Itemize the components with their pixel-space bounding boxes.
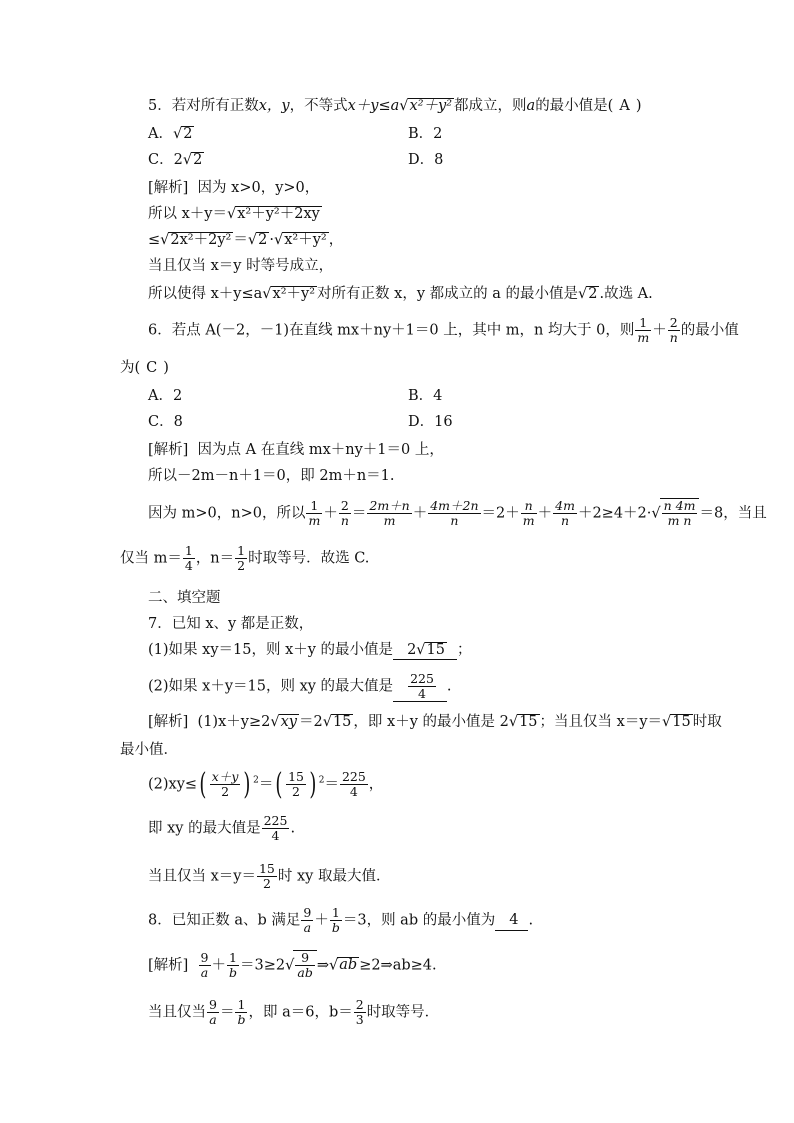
sqrt-symbol: √ [651,505,661,522]
q8-answer: 4 [495,912,528,930]
fraction [428,499,480,528]
q8-stem-text-2: ＋ [314,912,329,929]
numerator: 2m＋n [369,498,410,513]
q5-vars: x，y [258,98,290,114]
radicand: 2 [258,232,268,248]
solution-text: ＝ [219,1004,235,1021]
solution-tag: [解析] [148,442,189,458]
solution-text: (1)x＋y≥2 [197,714,271,730]
denominator: b [331,919,340,935]
sqrt-symbol: √ [399,98,409,114]
q6-solution-line-4 [120,544,369,573]
numerator: n 4m [663,498,696,513]
fraction [553,499,577,528]
solution-text: 即 xy 的最大值是 [148,820,261,837]
radicand: x²＋y² [409,98,453,114]
section-title: 二、填空题 [148,590,221,606]
sqrt-symbol: √ [270,714,280,730]
sqrt-symbol: √ [322,714,332,730]
denominator: n [450,512,459,528]
q5-stem-text-2: ，不等式 [289,98,348,114]
radicand: 15 [332,714,352,730]
bracket-right: ) [309,766,317,802]
denominator: a [303,919,312,935]
q5-solution-line-5 [148,286,653,303]
numerator: x＋y [211,769,239,784]
fraction [210,770,241,799]
solution-tag: [解析] [148,714,189,730]
radicand: xy [280,714,297,730]
sqrt-symbol: √ [182,152,193,168]
paren-close: ) [163,360,169,376]
bracket-left: ( [199,766,207,802]
q7-part-2-answer [393,672,447,702]
q8-stem-text-3: ＝3，则 ab 的最小值为 [342,912,496,929]
fraction [367,499,411,528]
fraction [295,951,314,980]
q7-solution-line-2: 最小值． [120,742,178,758]
radicand: 15 [519,714,538,730]
q5-option-c [148,152,204,169]
radicand: x²＋y²＋2xy [237,206,320,222]
radicand: x²＋y² [284,232,327,248]
q6-option-a: A．2 [148,388,183,404]
solution-tag: [解析] [148,180,189,196]
solution-text: ＝2 [298,714,323,730]
denominator: 3 [355,1011,364,1027]
denominator: 2 [292,783,300,799]
sqrt-symbol: √ [416,642,426,658]
numerator: 4m [555,498,575,513]
q5-solution-line-2 [148,206,322,223]
q5-stem-text: 5．若对所有正数 [148,98,259,114]
bracket-right: ) [243,766,251,802]
numerator: 4m＋2n [430,498,479,513]
q5-option-b: B．2 [408,126,443,142]
q6-option-d: D．16 [408,414,453,430]
radicand: 2 [588,286,598,302]
q6-stem-text-3: 为( [120,360,141,376]
fraction [301,906,313,935]
solution-text: ≤ [148,232,161,248]
q6-stem-text: 6．若点 A(－2，－1)在直线 mx＋ny＋1＝0 上，其中 m，n 均大于 0，则 [148,322,635,339]
radicand: 2x²＋2y² [170,232,232,248]
numerator: 2 [355,997,364,1012]
fraction [262,814,290,843]
solution-text: ＋ [412,505,428,522]
answer-text: 2 [407,642,417,658]
q5-stem [148,98,642,115]
sqrt-symbol: √ [226,206,237,222]
q6-answer: C [146,360,158,376]
sqrt-symbol: √ [285,957,295,974]
sqrt-symbol: √ [508,714,519,730]
q5-solution-line-1 [148,180,319,197]
solution-text: ＝ [233,232,248,248]
q7-part-1-answer [393,642,457,660]
solution-text: ＋ [211,957,226,974]
numerator: 1 [227,951,239,966]
numerator: 9 [200,950,209,965]
numerator: 1 [184,543,193,558]
bracket-left: ( [275,766,283,802]
fraction [207,998,219,1027]
q5-stem-text-4: 的最小值是( [535,98,614,114]
solution-text: ＋ [537,505,553,522]
q7-part-1-text: (1)如果 xy＝15，则 x＋y 的最小值是 [148,642,394,658]
solution-text: ＝ [324,776,339,793]
solution-text: ＝ [351,505,367,522]
q6-stem-line-2 [120,360,169,377]
sqrt-symbol: √ [273,232,284,248]
solution-text: ， [328,232,344,248]
denominator: 2 [237,557,246,573]
q6-solution-line-3 [148,498,767,528]
fraction [235,544,247,573]
q7-solution-line-4 [148,814,295,843]
radicand: 2 [193,152,203,168]
radicand: ab [339,957,358,974]
fraction [306,499,322,528]
numerator: 225 [341,769,366,784]
numerator: n [521,499,537,514]
solution-text: ＋2≥4＋2· [577,505,652,522]
paren-close: ) [635,98,642,114]
q5-solution-line-4: 当且仅当 x＝y 时等号成立， [148,258,334,274]
fraction [635,316,651,345]
denominator: m [637,329,650,345]
q8-solution-line-1 [148,950,437,980]
denominator: 4 [271,827,280,843]
q8-solution-line-2 [148,998,439,1027]
solution-text: 时取 [692,714,722,730]
solution-text: ；当且仅当 x＝y＝ [539,714,663,730]
q7-part-2 [148,672,452,702]
denominator: 2 [262,875,271,891]
denominator: n [340,512,349,528]
solution-text: 当且仅当 x＝y＝ [148,868,256,885]
denominator: 4 [418,685,426,701]
q5-solution-line-3 [148,232,343,249]
fraction [340,770,368,799]
q8-stem-end: . [528,912,534,929]
solution-text: ， [368,776,384,793]
fraction [330,906,342,935]
denominator: m [383,512,396,528]
q7-solution-line-1 [148,714,722,731]
denominator: m [308,512,321,528]
solution-text: 所以 x＋y＝ [148,206,227,222]
solution-tag: [解析] [148,957,189,974]
solution-text: ＝ [258,776,274,793]
solution-text: 时取等号． [366,1004,440,1021]
fraction [235,998,247,1027]
fraction [662,499,698,528]
solution-text: .故选 A. [599,286,653,302]
numerator: 225 [263,813,288,828]
numerator: 15 [258,861,275,876]
solution-text: ，即 x＋y 的最小值是 2 [353,714,509,730]
sqrt-symbol: √ [247,232,258,248]
q7-part-2-text: (2)如果 x＋y＝15，则 xy 的最大值是 [148,678,394,695]
fraction [183,544,195,573]
q7-stem: 7．已知 x、y 都是正数， [148,616,314,632]
denominator: m n [667,512,692,528]
q5-option-a [148,126,194,143]
fraction [521,499,537,528]
denominator: b [237,1011,246,1027]
solution-text: 对所有正数 x，y 都成立的 a 的最小值是 [317,286,578,302]
radicand: x²＋y² [272,286,316,302]
solution-text: ，n＝ [195,550,235,567]
q6-stem: 6．若点 A(－2，－1)在直线 mx＋ny＋1＝0 上，其中 m，n 均大于 0，则 $\frac{1}{m}$ ＋ $\frac{2}{n}$ 的最小值 [148,315,739,345]
q7-solution-line-5 [148,862,390,891]
q5-stem-text-3: 都成立，则 [454,98,527,114]
denominator: 2 [221,783,230,799]
solution-text: · [269,232,274,248]
sqrt-symbol: √ [577,286,588,302]
denominator: a [209,1011,217,1027]
solution-text: 因为点 A 在直线 mx＋ny＋1＝0 上， [197,442,444,458]
q7-part-2-end: . [446,678,452,695]
denominator: ab [297,964,313,980]
solution-text: 时 xy 取最大值． [277,868,391,885]
q8-stem-text: 8．已知正数 a、b 满足 [148,912,301,929]
radicand: 15 [426,642,445,658]
exponent: 2 [253,775,259,786]
var-a: a [526,98,536,114]
q6-option-b: B．4 [408,388,443,404]
fraction [286,770,306,799]
numerator: 225 [410,671,434,686]
q7-solution-line-3 [148,766,384,802]
denominator: 4 [184,557,193,573]
radicand: 2 [183,126,193,142]
numerator: 9 [209,997,217,1012]
denominator: a [200,964,209,980]
q8-stem [148,906,533,935]
q6-solution-line-1 [148,442,444,459]
numerator: 2 [668,316,680,331]
radicand [293,950,316,980]
exponent: 2 [318,775,325,786]
sqrt-symbol: √ [329,957,339,974]
radicand [660,498,700,528]
sqrt-symbol: √ [172,126,183,142]
sqrt-symbol: √ [160,232,170,248]
solution-text: 因为 m>0，n>0，所以 [148,505,306,522]
q5-inequality: x＋y≤a [347,98,400,114]
solution-text: . [290,820,296,837]
q6-solution-line-2: 所以－2m－n＋1＝0，即 2m＋n＝1. [148,468,395,484]
denominator: n [561,512,570,528]
solution-text: 所以使得 x＋y≤a [148,286,263,302]
fraction [257,862,277,891]
q5-option-d: D．8 [408,152,444,168]
option-label: C．2 [148,152,183,168]
q5-answer: A [619,98,630,114]
fraction [354,998,366,1027]
solution-text: ⇒ [316,957,329,974]
solution-text: 时取等号．故选 C. [248,550,370,567]
fraction [668,316,680,345]
fraction [199,951,211,980]
sqrt-symbol: √ [262,286,272,302]
solution-text: 仅当 m＝ [120,550,182,567]
denominator: m [522,512,535,528]
denominator: n [669,329,678,345]
q7-part-1 [148,642,472,660]
denominator: b [229,964,238,980]
fraction [339,499,351,528]
solution-text: 当且仅当 [148,1004,206,1021]
denominator: 4 [349,783,358,799]
solution-text: ＋ [323,505,338,522]
fraction [408,672,436,701]
fraction [227,951,239,980]
sqrt-symbol: √ [662,714,672,730]
q7-part-1-end: ； [457,642,472,658]
numerator: 15 [288,769,304,784]
numerator: 9 [295,951,314,966]
numerator: 1 [306,499,322,514]
solution-text: ，即 a＝6，b＝ [248,1004,353,1021]
solution-text: ＝3≥2 [240,957,286,974]
solution-text: ＝2＋ [481,505,520,522]
numerator: 1 [237,543,246,558]
q6-stem-text-2: 的最小值 [680,322,739,339]
numerator: 1 [635,316,651,331]
q6-option-c: C．8 [148,414,183,430]
radicand: 15 [672,714,691,730]
numerator: 9 [303,905,312,920]
solution-text: ≥2⇒ab≥4. [359,957,437,974]
solution-text: 因为 x>0，y>0， [197,180,320,196]
solution-text: ＝8，当且 [699,505,767,522]
numerator: 2 [339,499,351,514]
solution-text: (2)xy≤ [148,776,198,793]
numerator: 1 [330,906,342,921]
option-label: A． [148,126,173,142]
numerator: 1 [235,998,247,1013]
